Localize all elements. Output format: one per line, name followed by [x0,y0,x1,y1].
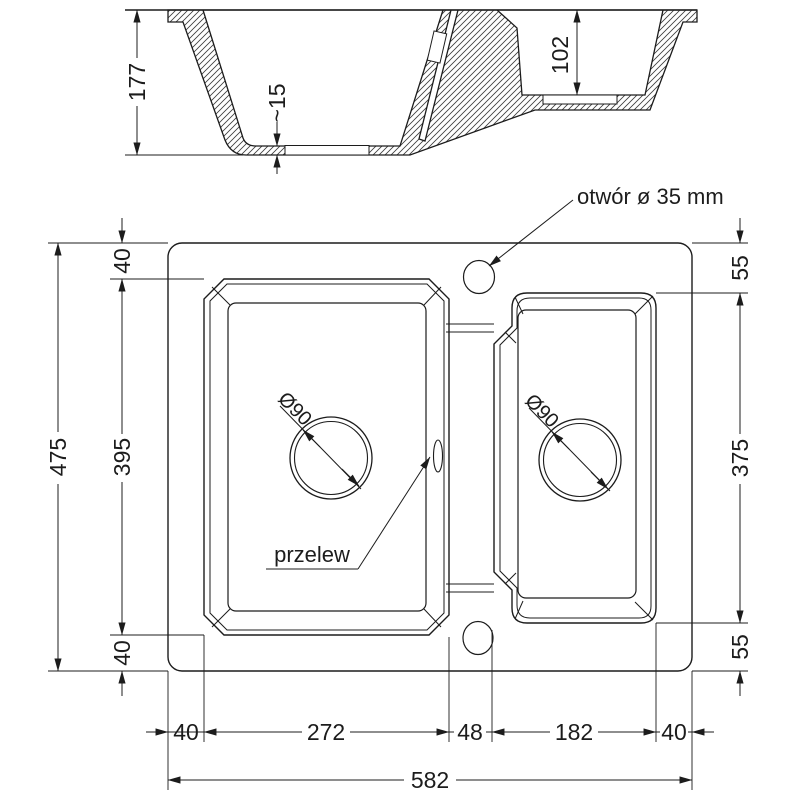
vertical-extension-lines [168,623,692,790]
dim-overall-width: 582 [410,767,450,793]
dim-left-bowl-width: 272 [306,719,346,745]
dim-small-bowl-depth: 102 [547,35,573,75]
dim-right-margin: 40 [661,719,687,745]
dim-base-clearance: ~15 [264,83,290,123]
dim-right-bowl-width: 182 [554,719,594,745]
left-bowl-rim-inner [210,284,444,630]
horizontal-extension-lines [48,243,748,671]
dim-overall-depth: 475 [45,437,71,477]
arrow-upleft-icon [303,430,320,447]
dim-right-bottom-margin: 55 [727,634,753,660]
drain-right-label: Ø90 [520,389,563,433]
plan-view [168,184,724,671]
drain-left-label: Ø90 [273,387,316,431]
right-bowl-bottom [518,310,636,598]
left-bowl [204,279,449,635]
overflow-callout [266,457,430,569]
overflow-hole-section [427,31,446,63]
dim-total-depth: 177 [124,62,150,102]
right-bowl [494,293,656,623]
divider-bridge-lines [446,324,494,592]
dim-divider-width: 48 [457,719,483,745]
right-bowl-rim-inner [500,298,651,618]
overflow-label: przelew [274,542,350,567]
right-bowl-corner-bevels [505,296,653,620]
arrow-downright-icon [342,469,359,486]
cross-section-view [124,10,697,174]
left-drain-callout [273,388,361,489]
left-bowl-corner-bevels [212,287,441,627]
sink-section-body [168,10,697,155]
left-drain-recess [285,146,369,156]
arrow-upleft-icon [552,432,569,449]
bottom-accessory-hole [463,622,493,655]
dim-left-margin: 40 [173,719,199,745]
dim-right-top-margin: 55 [727,255,753,281]
dim-bottom-margin: 40 [109,640,135,666]
faucet-hole-callout [489,184,724,266]
dim-left-bowl-depth: 395 [109,437,135,477]
right-drain-callout [520,390,610,491]
dim-right-bowl-depth: 375 [727,438,753,478]
dim-top-margin: 40 [109,248,135,274]
right-drain-recess [543,95,617,104]
left-bowl-rim-outer [204,279,449,635]
faucet-hole-note: otwór ø 35 mm [577,184,724,209]
arrow-downright-icon [591,472,608,489]
leader-line [489,200,573,266]
overflow-hole-plan [434,440,443,472]
